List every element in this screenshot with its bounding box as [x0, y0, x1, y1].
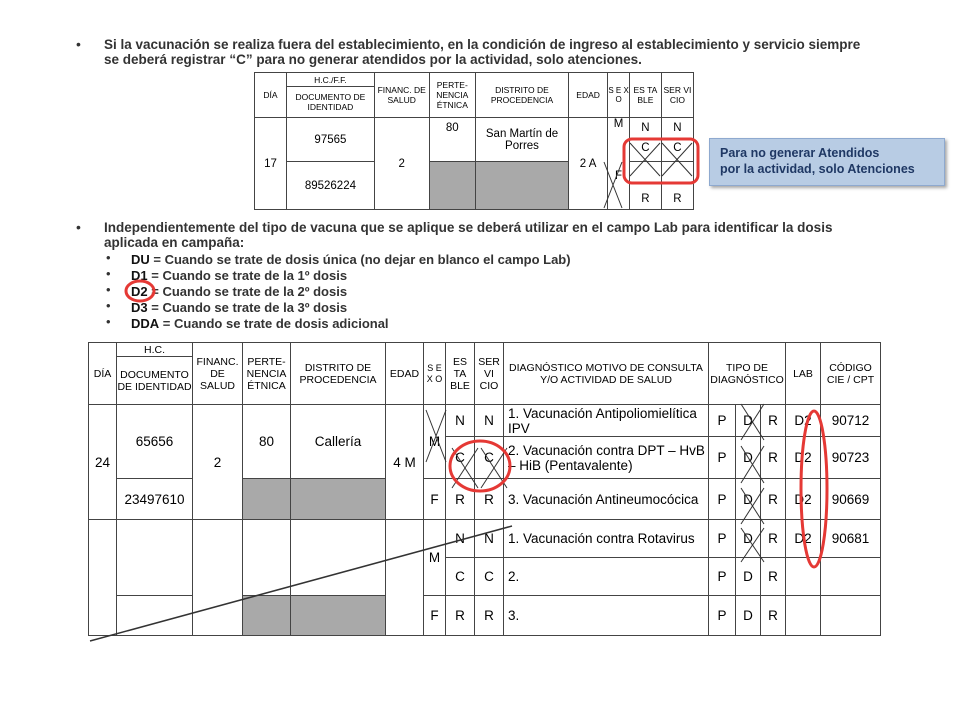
- p2r1-r: R: [761, 520, 786, 558]
- p1r3-diag: 3. Vacunación Antineumocócica: [504, 479, 709, 520]
- p2r1-p: P: [709, 520, 736, 558]
- intro-line-2: se deberá registrar “C” para no generar atendidos por la actividad, solo atenciones.: [104, 52, 642, 67]
- th-establecimiento: ES TA BLE: [629, 73, 661, 118]
- th-sexo: S E X O: [608, 73, 630, 118]
- ser-n: N: [673, 122, 682, 134]
- p2r2-est: C: [446, 558, 475, 596]
- section2-line-1: Independientemente del tipo de vacuna que se aplique se deberá utilizar en el campo Lab para identificar la dosis: [104, 220, 833, 235]
- p1r1-ser: N: [475, 405, 504, 437]
- th2-sexo: S E X O: [424, 343, 446, 405]
- th2-lab: LAB: [786, 343, 821, 405]
- dose-text: = Cuando se trate de la 1º dosis: [147, 268, 348, 283]
- cell-pertenencia: 80: [429, 118, 475, 162]
- th-dia: DÍA: [255, 73, 287, 118]
- p2-sexo-f: F: [424, 596, 446, 636]
- p2r2-r: R: [761, 558, 786, 596]
- p1r1-diag: 1. Vacunación Antipoliomielítica IPV: [504, 405, 709, 437]
- p2r3-r: R: [761, 596, 786, 636]
- p2r3-d: D: [736, 596, 761, 636]
- p1-documento: 23497610: [117, 479, 193, 520]
- p1-distrito: Callería: [291, 405, 386, 479]
- th2-financ: FINANC. DE SALUD: [193, 343, 243, 405]
- p2-sexo-m: M: [424, 520, 446, 596]
- th2-hc: H.C.: [117, 343, 193, 357]
- th-financ: FINANC. DE SALUD: [374, 73, 429, 118]
- p2r1-est: N: [446, 520, 475, 558]
- dose-bullet: •: [106, 282, 111, 297]
- p1r2-cod: 90723: [821, 437, 881, 479]
- cell-documento: 89526224: [287, 162, 375, 210]
- dose-text: = Cuando se trate de dosis adicional: [159, 316, 389, 331]
- p2r2-d: D: [736, 558, 761, 596]
- th2-dia: DÍA: [89, 343, 117, 405]
- callout-line-1: Para no generar Atendidos: [720, 146, 880, 160]
- p1r1-p: P: [709, 405, 736, 437]
- p1r2-p: P: [709, 437, 736, 479]
- p1r2-ser: C: [475, 437, 504, 479]
- p1r3-cod: 90669: [821, 479, 881, 520]
- p1r1-lab: D2: [786, 405, 821, 437]
- dose-text: = Cuando se trate de la 2º dosis: [147, 284, 348, 299]
- dose-code: DDA: [131, 316, 160, 331]
- cell-distrito: San Martín de Porres: [476, 118, 569, 162]
- dose-code: D3: [131, 300, 148, 315]
- est-r: R: [629, 162, 661, 210]
- highlight-ellipse-lab: [801, 411, 827, 567]
- p2r1-diag: 1. Vacunación contra Rotavirus: [504, 520, 709, 558]
- p1-sexo-m: M: [424, 405, 446, 479]
- sexo-f: F: [615, 170, 623, 182]
- th-documento: DOCUMENTO DE IDENTIDAD: [287, 87, 375, 118]
- intro-line-1: Si la vacunación se realiza fuera del establecimiento, en la condición de ingreso al establecimiento y servicio siempre: [104, 37, 861, 52]
- p2r3-p: P: [709, 596, 736, 636]
- callout-line-2: por la actividad, solo Atenciones: [720, 162, 915, 176]
- p1r3-d: D: [736, 479, 761, 520]
- p2r2-diag: 2.: [504, 558, 709, 596]
- cell-hc: 97565: [287, 118, 375, 162]
- p1r2-d: D: [736, 437, 761, 479]
- p2r2-ser: C: [475, 558, 504, 596]
- p2r1-lab: D2: [786, 520, 821, 558]
- th2-servicio: SER VI CIO: [475, 343, 504, 405]
- p1-pertenencia: 80: [243, 405, 291, 479]
- p1r3-p: P: [709, 479, 736, 520]
- p2r1-cod: 90681: [821, 520, 881, 558]
- p1r3-ser: R: [475, 479, 504, 520]
- p1-edad: 4 M: [386, 405, 424, 520]
- th2-diagnostico: DIAGNÓSTICO MOTIVO DE CONSULTA Y/O ACTIVIDAD DE SALUD: [504, 343, 709, 405]
- sexo-m: M: [613, 118, 624, 130]
- p2r3-diag: 3.: [504, 596, 709, 636]
- p2r3-est: R: [446, 596, 475, 636]
- highlight-ellipse-c: [450, 441, 510, 491]
- th-distrito: DISTRITO DE PROCEDENCIA: [476, 73, 569, 118]
- dose-code: D1: [131, 268, 148, 283]
- th2-documento: DOCUMENTO DE IDENTIDAD: [117, 357, 193, 405]
- p1-financ: 2: [193, 405, 243, 520]
- dose-code: DU: [131, 252, 150, 267]
- dose-text: = Cuando se trate de dosis única (no dejar en blanco el campo Lab): [149, 252, 571, 267]
- dose-bullet: •: [106, 266, 111, 281]
- est-n: N: [641, 122, 650, 134]
- dose-bullet: •: [106, 314, 111, 329]
- p1r3-lab: D2: [786, 479, 821, 520]
- p1-dia: 24: [89, 405, 117, 520]
- p1-sexo-f: F: [424, 479, 446, 520]
- p1-hc: 65656: [117, 405, 193, 479]
- dose-bullet: •: [106, 250, 111, 265]
- ser-r: R: [661, 162, 693, 210]
- p1r2-r: R: [761, 437, 786, 479]
- th-pertenencia: PERTE-NENCIA ÉTNICA: [429, 73, 475, 118]
- ser-c: C: [673, 142, 682, 154]
- th-hc: H.C./F.F.: [287, 73, 375, 87]
- highlight-ellipse-d2: [126, 281, 154, 301]
- th2-pertenencia: PERTE-NENCIA ÉTNICA: [243, 343, 291, 405]
- dose-text: = Cuando se trate de la 3º dosis: [147, 300, 348, 315]
- th2-edad: EDAD: [386, 343, 424, 405]
- dose-code: D2: [131, 284, 148, 299]
- est-c: C: [641, 142, 650, 154]
- p1r2-diag: 2. Vacunación contra DPT – HvB – HiB (Pentavalente): [504, 437, 709, 479]
- th2-distrito: DISTRITO DE PROCEDENCIA: [291, 343, 386, 405]
- th-servicio: SER VI CIO: [661, 73, 693, 118]
- p1r2-est: C: [446, 437, 475, 479]
- p2r1-ser: N: [475, 520, 504, 558]
- th-edad: EDAD: [568, 73, 607, 118]
- p1r3-r: R: [761, 479, 786, 520]
- p1r3-est: R: [446, 479, 475, 520]
- bullet: •: [76, 36, 81, 52]
- p1r2-lab: D2: [786, 437, 821, 479]
- dose-bullet: •: [106, 298, 111, 313]
- cell-financ: 2: [374, 118, 429, 210]
- th2-establecimiento: ES TA BLE: [446, 343, 475, 405]
- th2-codigo: CÓDIGO CIE / CPT: [821, 343, 881, 405]
- p1r1-d: D: [736, 405, 761, 437]
- th2-tipo: TIPO DE DIAGNÓSTICO: [709, 343, 786, 405]
- section2-line-2: aplicada en campaña:: [104, 235, 245, 250]
- p2r2-p: P: [709, 558, 736, 596]
- bullet: •: [76, 219, 81, 235]
- cell-edad: 2 A: [568, 118, 607, 210]
- p2r3-ser: R: [475, 596, 504, 636]
- cell-dia: 17: [255, 118, 287, 210]
- p1r1-cod: 90712: [821, 405, 881, 437]
- diagonal-strike: [90, 526, 512, 641]
- p1r1-r: R: [761, 405, 786, 437]
- p2r1-d: D: [736, 520, 761, 558]
- p1r1-est: N: [446, 405, 475, 437]
